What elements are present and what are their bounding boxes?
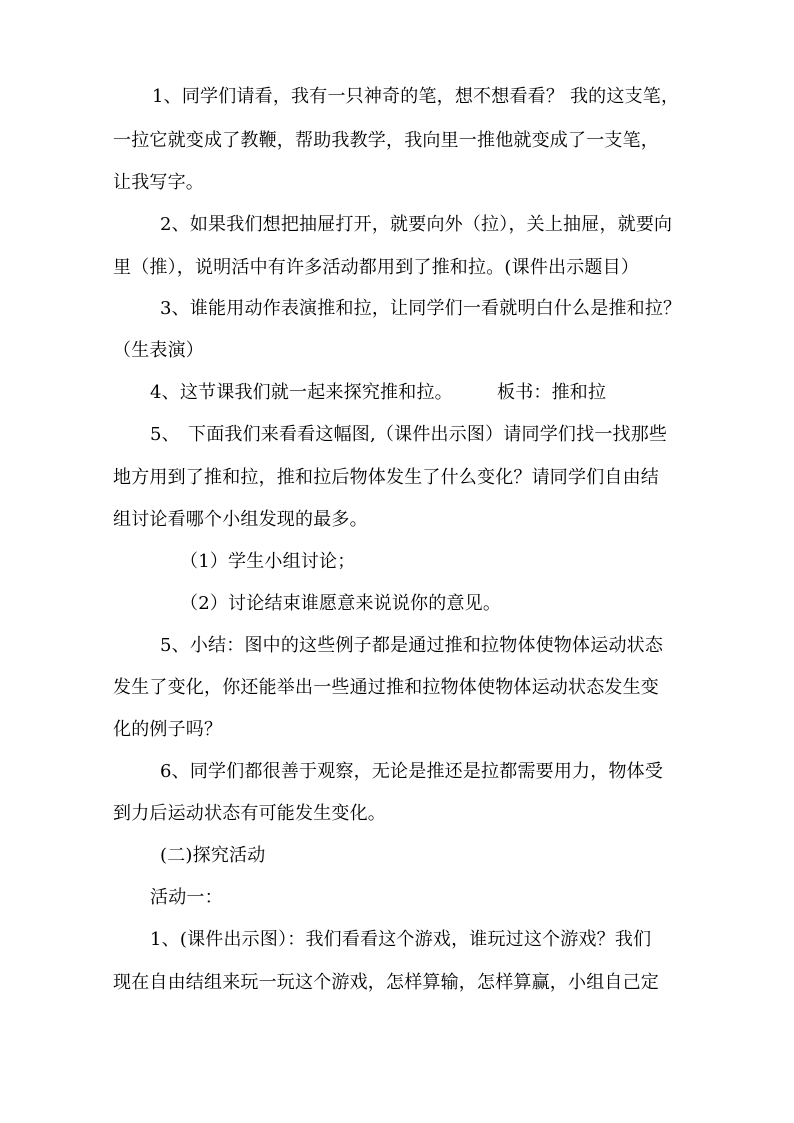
text-line-2: 一拉它就变成了教鞭，帮助我教学，我向里一推他就变成了一支笔，	[113, 130, 659, 151]
text-line-16: 化的例子吗？	[113, 719, 223, 740]
section-heading: (二)探究活动	[160, 845, 266, 866]
text-line-7: （生表演）	[113, 340, 204, 361]
activity-heading: 活动一：	[150, 887, 223, 908]
text-line-5: 里（推），说明活中有许多活动都用到了推和拉。(课件出示题目）	[113, 257, 640, 278]
text-line-18: 到力后运动状态有可能发生变化。	[113, 803, 386, 824]
text-line-9a: 5、	[150, 424, 180, 445]
text-line-4: 2、如果我们想把抽屉打开，就要向外（拉），关上抽屉，就要向	[160, 214, 673, 235]
text-line-1: 1、同学们请看，我有一只神奇的笔，想不想看看？ 我的这支笔，	[152, 86, 680, 107]
text-line-17: 6、同学们都很善于观察，无论是推还是拉都需要用力，物体受	[160, 761, 664, 782]
text-line-3: 让我写字。	[113, 172, 204, 193]
text-line-10: 地方用到了推和拉，推和拉后物体发生了什么变化？请同学们自由结	[113, 467, 659, 488]
text-line-13: （2）讨论结束谁愿意来说说你的意见。	[180, 593, 502, 614]
text-line-22: 现在自由结组来玩一玩这个游戏，怎样算输，怎样算赢，小组自己定	[113, 972, 659, 993]
text-line-8a: 4、这节课我们就一起来探究推和拉。	[150, 382, 453, 403]
text-line-8b: 板书：推和拉	[497, 382, 607, 403]
text-line-9b: 下面我们来看看这幅图,（课件出示图）请同学们找一找那些	[188, 424, 668, 445]
text-line-14: 5、小结：图中的这些例子都是通过推和拉物体使物体运动状态	[160, 635, 664, 656]
text-line-15: 发生了变化，你还能举出一些通过推和拉物体使物体运动状态发生变	[113, 677, 659, 698]
text-line-6: 3、谁能用动作表演推和拉，让同学们一看就明白什么是推和拉？	[160, 298, 682, 319]
text-line-12: （1）学生小组讨论；	[180, 551, 356, 572]
text-line-11: 组讨论看哪个小组发现的最多。	[113, 509, 368, 530]
text-line-21: 1、(课件出示图）：我们看看这个游戏，谁玩过这个游戏？我们	[150, 929, 652, 950]
